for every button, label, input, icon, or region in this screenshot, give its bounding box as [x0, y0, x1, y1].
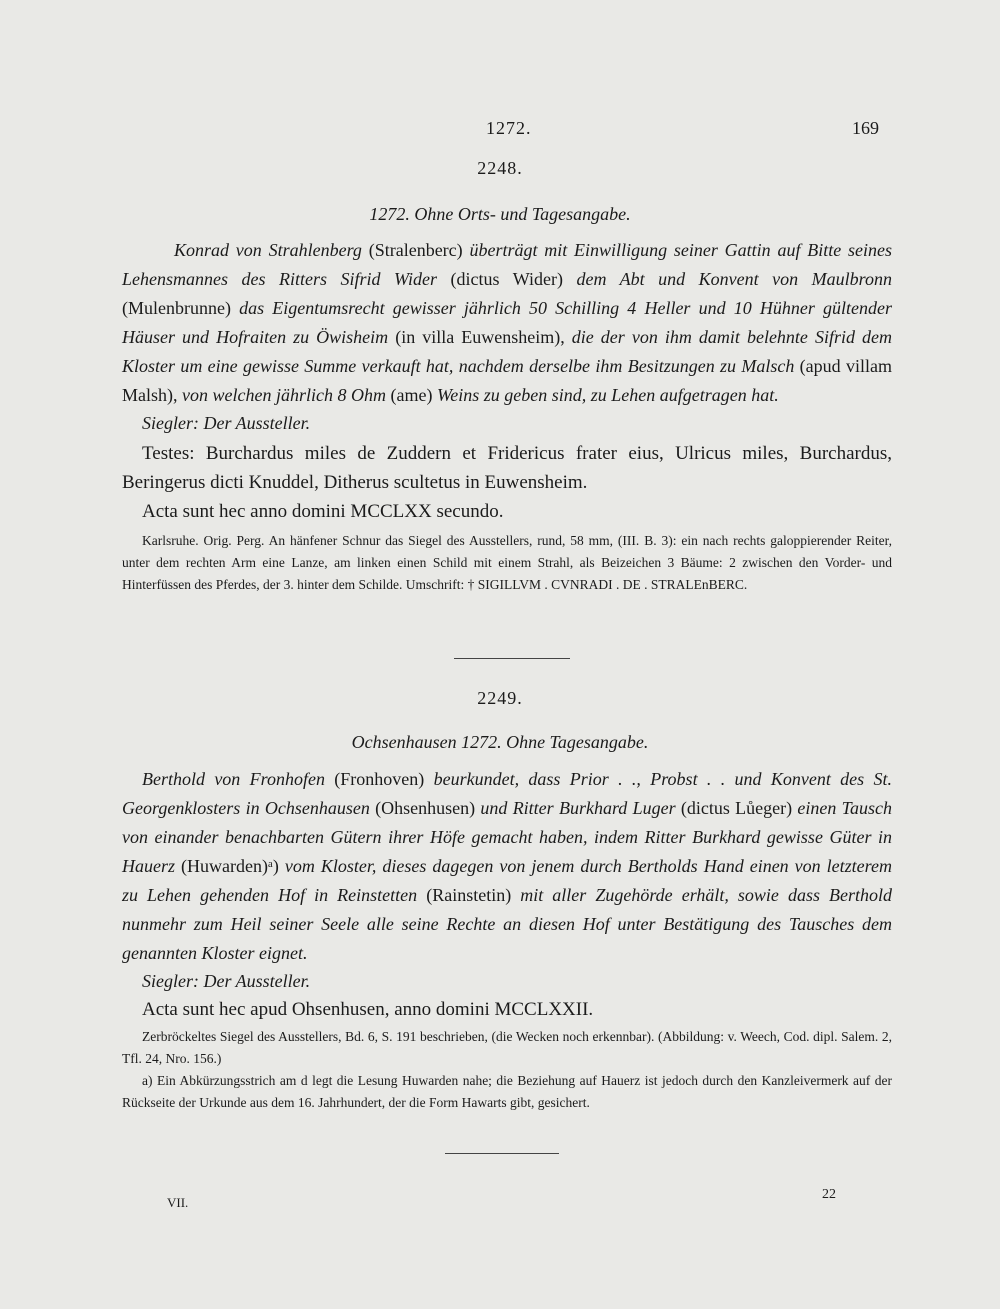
regest-text-segment: das Eigentumsrecht gewisser jährlich 50 Schilling 4 Heller und 10 Hühner gültender Häuser und Hofraiten zu Öwisheim [122, 298, 893, 347]
document-number: 2249. [477, 688, 523, 708]
archival-note: Zerbröckeltes Siegel des Ausstellers, Bd. 6, S. 191 beschrieben, (die Wecken noch erkennbar). (Abbildung: v. Weech, Cod. dipl. Salem. 2, Tfl. 24, Nro. 156.) [122, 1029, 892, 1066]
siegler-line: Siegler: Der Aussteller. [142, 413, 311, 433]
document-date-line: Ochsenhausen 1272. Ohne Tagesangabe. [351, 732, 649, 752]
regest-text-segment: (Ohsenhusen) [369, 798, 481, 818]
regest-text-segment: von welchen jährlich 8 Ohm [182, 385, 386, 405]
document-number: 2248. [477, 158, 523, 178]
regest-text-segment: einen Tausch von einander benachbarten Gütern ihrer Höfe gemacht haben, indem Ritter Burkhard gewisse Güter in Hauerz [122, 798, 892, 876]
acta-line: Acta sunt hec apud Ohsenhusen, anno domini MCCLXXII. [142, 999, 594, 1020]
regest-text-segment: Berthold von Fronhofen [142, 769, 325, 789]
archival-note: Karlsruhe. Orig. Perg. An hänfener Schnur das Siegel des Ausstellers, rund, 58 mm, (III. B. 3): ein nach rechts galoppierender Reiter, unter dem rechten Arm eine Lanze, am linken einen Schild mit einem Strahl, als Beizeichen 3 Bäume: 2 zwischen den Vorder- und Hinterfüssen des Pferdes, der 3. hinter dem Schilde. Umschrift: † SIGILLVM . CVNRADI . DE . STRALEnBERC. [122, 533, 892, 592]
signature-mark: VII. [167, 1195, 189, 1210]
regest-text-segment: (Huwarden)ᵃ) [175, 856, 285, 876]
regest-text-segment: beurkundet, dass Prior . ., Probst . . und Konvent des St. Georgenklosters in Ochsenhausen [122, 769, 893, 818]
regest-text-segment: dem Abt und Konvent von Maulbronn [576, 269, 893, 289]
regest-text-segment: (dictus Wider) [437, 269, 577, 289]
footnote: a) Ein Abkürzungsstrich am d legt die Lesung Huwarden nahe; die Beziehung auf Hauerz ist jedoch durch den Kanzleivermerk auf der Rückseite der Urkunde aus dem 16. Jahrhundert, der die Form Hawarts gibt, gesichert. [122, 1073, 892, 1110]
sheet-number: 22 [822, 1187, 836, 1202]
document-date-line: 1272. Ohne Orts- und Tagesangabe. [369, 204, 631, 224]
regest-text [122, 236, 892, 410]
regest-text-segment: vom Kloster, dieses dagegen von jenem durch Bertholds Hand einen von letzterem zu Lehen gehenden Hof in Reinstetten [122, 856, 892, 905]
regest-text-segment: mit aller Zugehörde erhält, sowie dass Berthold nunmehr zum Heil seiner Seele alle seine Rechte an diesen Hof unter Bestätigung des Tausches dem genannten Kloster eignet. [122, 885, 893, 963]
running-header-year: 1272. [486, 118, 532, 138]
regest-text-segment: (dictus Lůeger) [675, 798, 798, 818]
regest-text-segment: (in villa Euwensheim), [388, 327, 572, 347]
regest-text [122, 765, 892, 968]
testes-text: Testes: Burchardus miles de Zuddern et Fridericus frater eius, Ulricus miles, Burchardus, Beringerus dicti Knuddel, Ditherus scultetus in Euwensheim. [122, 443, 892, 493]
regest-text-segment: überträgt mit Einwilligung seiner Gattin auf Bitte seines Lehensmannes des Ritters Sifrid Wider [122, 240, 893, 289]
regest-text-segment: und Ritter Burkhard Luger [480, 798, 676, 818]
regest-text-segment: die der von ihm damit belehnte Sifrid dem Kloster um eine gewisse Summe verkauft hat, nachdem derselbe ihm Besitzungen zu Malsch [122, 327, 892, 376]
section-divider [454, 658, 570, 659]
regest-text-segment: (apud villam Malsh), [122, 356, 892, 405]
regest-text-segment: (Rainstetin) [417, 885, 521, 905]
siegler-line: Siegler: Der Aussteller. [142, 971, 311, 991]
section-divider [445, 1153, 559, 1154]
regest-text-segment: (Fronhoven) [324, 769, 434, 789]
regest-text-segment: (ame) [385, 385, 437, 405]
regest-text-segment: (Stralenberc) [361, 240, 470, 260]
regest-text-segment: (Mulenbrunne) [122, 298, 240, 318]
acta-line: Acta sunt hec anno domini MCCLXX secundo. [142, 501, 504, 522]
document-1-body [122, 236, 892, 596]
regest-text-segment: Weins zu geben sind, zu Lehen aufgetragen hat. [436, 385, 779, 405]
document-2-body [122, 765, 892, 1114]
page-number: 169 [852, 118, 879, 138]
regest-text-segment: Konrad von Strahlenberg [174, 240, 362, 260]
